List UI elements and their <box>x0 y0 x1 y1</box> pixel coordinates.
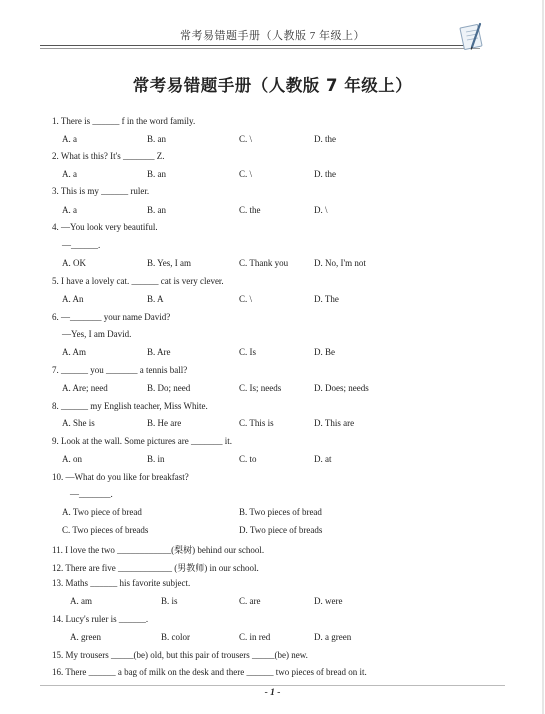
q1-option-a: A. a <box>62 134 77 144</box>
footer-rule <box>40 685 505 686</box>
page-header <box>0 0 545 52</box>
q3-option-b: B. an <box>147 205 166 215</box>
question-14: 14. Lucy's ruler is ______. <box>52 614 149 624</box>
q13-option-a: A. am <box>70 596 92 606</box>
question-5: 5. I have a lovely cat. ______ cat is very clever. <box>52 276 224 286</box>
q2-option-d: D. the <box>314 169 336 179</box>
q8-option-c: C. This is <box>239 418 274 428</box>
question-11: 11. I love the two ____________(梨树) behind our school. <box>52 545 265 555</box>
q6-option-a: A. Am <box>62 347 87 357</box>
q3-option-c: C. the <box>239 205 261 215</box>
document-title: 常考易错题手册（人教版 7 年级上） <box>132 76 413 95</box>
q14-option-d: D. a green <box>314 632 352 642</box>
q7-option-b: B. Do; need <box>147 383 191 393</box>
question-7: 7. ______ you _______ a tennis ball? <box>52 365 188 375</box>
q3-option-a: A. a <box>62 205 77 215</box>
q9-option-d: D. at <box>314 454 332 464</box>
q9-option-b: B. in <box>147 454 165 464</box>
question-4-reply: —______. <box>62 240 101 250</box>
q6-option-d: D. Be <box>314 347 335 357</box>
q10-option-b: B. Two pieces of bread <box>239 507 322 517</box>
header-rule-thin <box>40 48 480 49</box>
q8-option-d: D. This are <box>314 418 355 428</box>
q8-option-a: A. She is <box>62 418 95 428</box>
q7-option-c: C. Is; needs <box>239 383 282 393</box>
question-2: 2. What is this? It's _______ Z. <box>52 151 165 161</box>
q5-option-a: A. An <box>62 294 84 304</box>
q4-option-a: A. OK <box>62 258 86 268</box>
question-6: 6. —_______ your name David? <box>52 312 171 322</box>
q7-option-a: A. Are; need <box>62 383 108 393</box>
question-8: 8. ______ my English teacher, Miss White. <box>52 401 208 411</box>
question-15: 15. My trousers _____(be) old, but this pair of trousers _____(be) new. <box>52 650 308 660</box>
q1-option-d: D. the <box>314 134 336 144</box>
q5-option-c: C. \ <box>239 294 253 304</box>
q1-option-b: B. an <box>147 134 166 144</box>
q2-option-b: B. an <box>147 169 166 179</box>
q4-option-d: D. No, I'm not <box>314 258 366 268</box>
question-12: 12. There are five ____________ (男教师) in our school. <box>52 563 259 573</box>
q13-option-b: B. is <box>161 596 178 606</box>
header-rule <box>40 45 480 46</box>
q6-option-c: C. Is <box>239 347 257 357</box>
notebook-pencil-icon <box>458 20 488 52</box>
q14-option-a: A. green <box>70 632 101 642</box>
q2-option-a: A. a <box>62 169 77 179</box>
question-4: 4. —You look very beautiful. <box>52 222 158 232</box>
q3-option-d: D. \ <box>314 205 328 215</box>
page-number: - 1 - <box>264 688 281 698</box>
question-16: 16. There ______ a bag of milk on the desk and there ______ two pieces of bread on it. <box>52 667 367 677</box>
q10-option-a: A. Two piece of bread <box>62 507 142 517</box>
q6-option-b: B. Are <box>147 347 171 357</box>
question-10-reply: —_______. <box>70 489 113 499</box>
q9-option-c: C. to <box>239 454 257 464</box>
q7-option-d: D. Does; needs <box>314 383 369 393</box>
q9-option-a: A. on <box>62 454 82 464</box>
q4-option-c: C. Thank you <box>239 258 289 268</box>
question-10: 10. —What do you like for breakfast? <box>52 472 189 482</box>
q13-option-c: C. are <box>239 596 261 606</box>
q14-option-b: B. color <box>161 632 190 642</box>
question-3: 3. This is my ______ ruler. <box>52 186 150 196</box>
question-1: 1. There is ______ f in the word family. <box>52 116 196 126</box>
q14-option-c: C. in red <box>239 632 271 642</box>
q1-option-c: C. \ <box>239 134 253 144</box>
q8-option-b: B. He are <box>147 418 182 428</box>
q5-option-b: B. A <box>147 294 164 304</box>
q2-option-c: C. \ <box>239 169 253 179</box>
q10-option-c: C. Two pieces of breads <box>62 525 149 535</box>
header-title: 常考易错题手册（人教版 7 年级上） <box>180 30 365 42</box>
question-6-reply: —Yes, I am David. <box>62 329 132 339</box>
q13-option-d: D. were <box>314 596 343 606</box>
question-13: 13. Maths ______ his favorite subject. <box>52 578 191 588</box>
q4-option-b: B. Yes, I am <box>147 258 192 268</box>
q10-option-d: D. Two piece of breads <box>239 525 323 535</box>
question-9: 9. Look at the wall. Some pictures are _______ it. <box>52 436 232 446</box>
q5-option-d: D. The <box>314 294 339 304</box>
